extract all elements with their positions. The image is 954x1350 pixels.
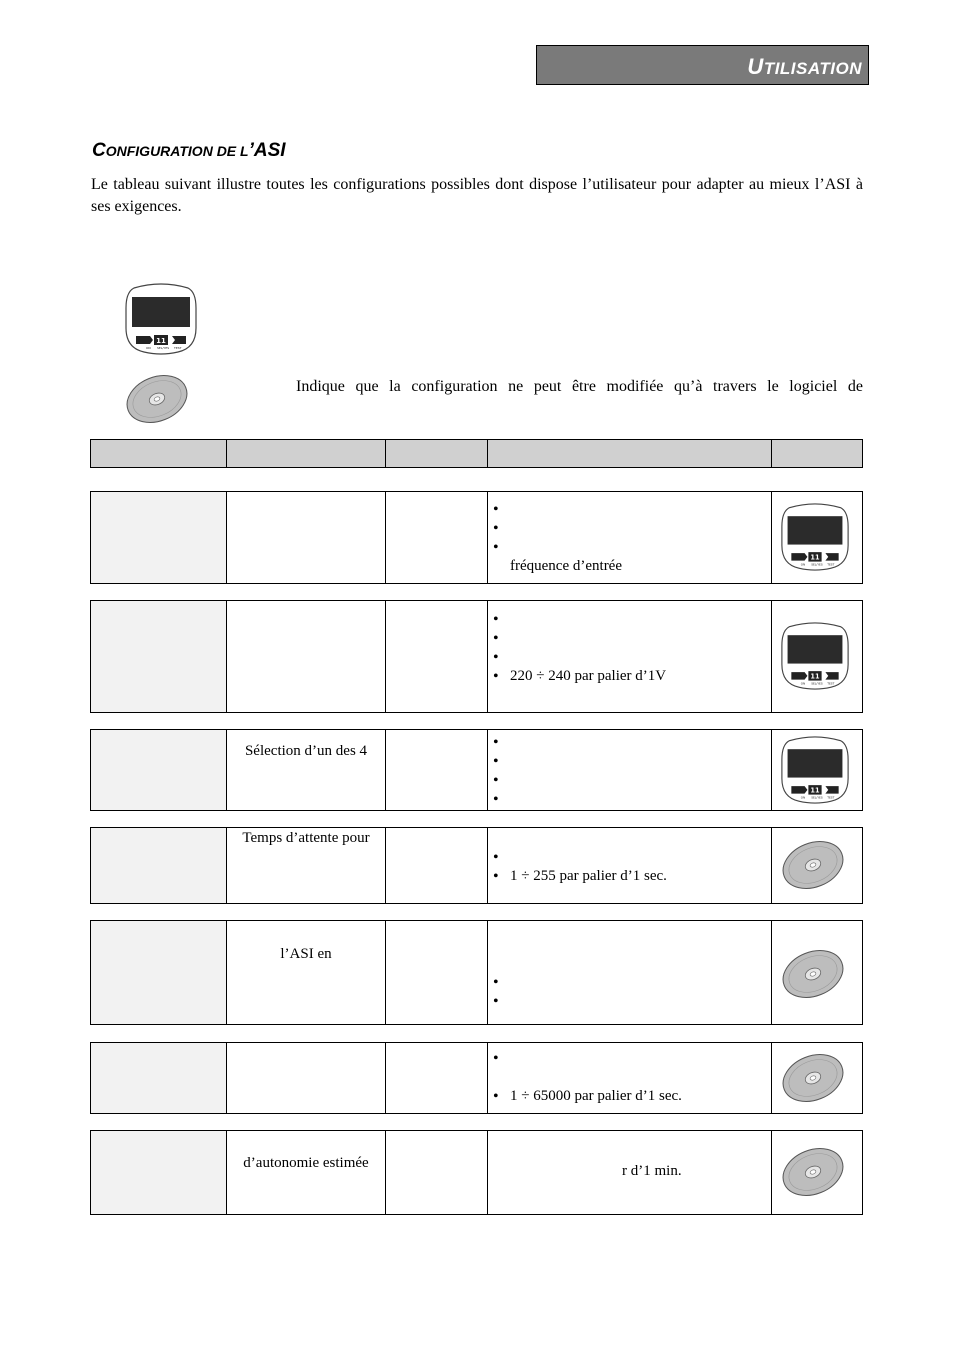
option-item — [488, 629, 771, 648]
row-description: Temps d’attente pour — [227, 828, 386, 904]
software-cd-icon — [780, 1053, 846, 1108]
header-cell-options — [488, 440, 772, 468]
config-row-5 — [90, 920, 863, 1025]
row-description — [227, 492, 386, 584]
row-function — [91, 601, 227, 713]
row-mode — [772, 828, 863, 904]
row-mode — [772, 1043, 863, 1114]
option-item — [488, 992, 771, 1011]
row-function — [91, 921, 227, 1025]
option-item — [488, 519, 771, 538]
option-item — [488, 771, 771, 790]
config-row-7 — [90, 1130, 863, 1215]
row-function — [91, 1131, 227, 1215]
row-default — [386, 492, 488, 584]
legend-cd-text: Indique que la configuration ne peut être modifiée qu’à travers le logiciel de — [296, 378, 863, 395]
option-item — [488, 973, 771, 992]
row-mode — [772, 492, 863, 584]
option-item — [488, 733, 771, 752]
header-cell-function — [91, 440, 227, 468]
option-item — [488, 1049, 771, 1068]
chapter-title: UTILISATION — [747, 54, 862, 79]
row-function — [91, 828, 227, 904]
row-options — [488, 828, 772, 904]
config-row-4 — [90, 827, 863, 904]
row-mode — [772, 730, 863, 811]
row-options — [488, 730, 772, 811]
section-title: CONFIGURATION DE L’ASI — [92, 140, 286, 161]
row-default — [386, 730, 488, 811]
table-header — [90, 439, 863, 468]
software-cd-icon — [780, 840, 846, 895]
row-options — [488, 921, 772, 1025]
software-cd-icon — [780, 1147, 846, 1202]
option-item — [488, 954, 771, 973]
config-row-2 — [90, 600, 863, 713]
row-default — [386, 1043, 488, 1114]
row-description: l’ASI en — [227, 921, 386, 1025]
option-item — [488, 538, 771, 557]
option-item: • 1 ÷ 255 par palier d’1 sec. — [488, 867, 771, 886]
option-item — [488, 829, 771, 848]
row-mode — [772, 1131, 863, 1215]
row-options — [488, 492, 772, 584]
control-panel-icon — [124, 282, 198, 361]
row-options — [488, 1131, 772, 1215]
config-row-3 — [90, 729, 863, 811]
control-panel-icon — [780, 621, 850, 696]
row-description — [227, 601, 386, 713]
row-options — [488, 601, 772, 713]
row-function — [91, 492, 227, 584]
row-function — [91, 1043, 227, 1114]
row-description — [227, 1043, 386, 1114]
config-row-6 — [90, 1042, 863, 1114]
row-description: Sélection d’un des 4 — [227, 730, 386, 811]
header-cell-default — [386, 440, 488, 468]
header-cell-description — [227, 440, 386, 468]
option-item — [488, 790, 771, 809]
row-default — [386, 1131, 488, 1215]
row-default — [386, 601, 488, 713]
control-panel-icon — [780, 502, 850, 577]
option-item — [488, 848, 771, 867]
option-item: fréquence d’entrée — [510, 558, 623, 574]
software-cd-icon — [780, 949, 846, 1004]
row-mode — [772, 921, 863, 1025]
option-item — [488, 752, 771, 771]
option-item — [488, 1068, 771, 1087]
config-row-1 — [90, 491, 863, 584]
option-item — [488, 1124, 771, 1143]
software-cd-icon — [124, 374, 190, 429]
chapter-header — [536, 45, 869, 85]
option-item — [488, 648, 771, 667]
control-panel-icon — [780, 735, 850, 810]
option-item — [488, 610, 771, 629]
row-function — [91, 730, 227, 811]
option-item: • 1 ÷ 65000 par palier d’1 sec. — [488, 1087, 771, 1106]
row-mode — [772, 601, 863, 713]
option-item — [488, 1143, 771, 1162]
option-item — [488, 935, 771, 954]
option-item: r d’1 min. — [622, 1163, 682, 1179]
row-description: d’autonomie estimée — [227, 1131, 386, 1215]
header-cell-mode — [772, 440, 863, 468]
option-item — [488, 500, 771, 519]
row-options — [488, 1043, 772, 1114]
row-default — [386, 921, 488, 1025]
intro-paragraph: Le tableau suivant illustre toutes les configurations possibles dont dispose l’utilisateur pour adapter au mieux l’ASI à ses exigences. — [91, 176, 863, 215]
option-item: • 220 ÷ 240 par palier d’1V — [488, 667, 771, 686]
row-default — [386, 828, 488, 904]
